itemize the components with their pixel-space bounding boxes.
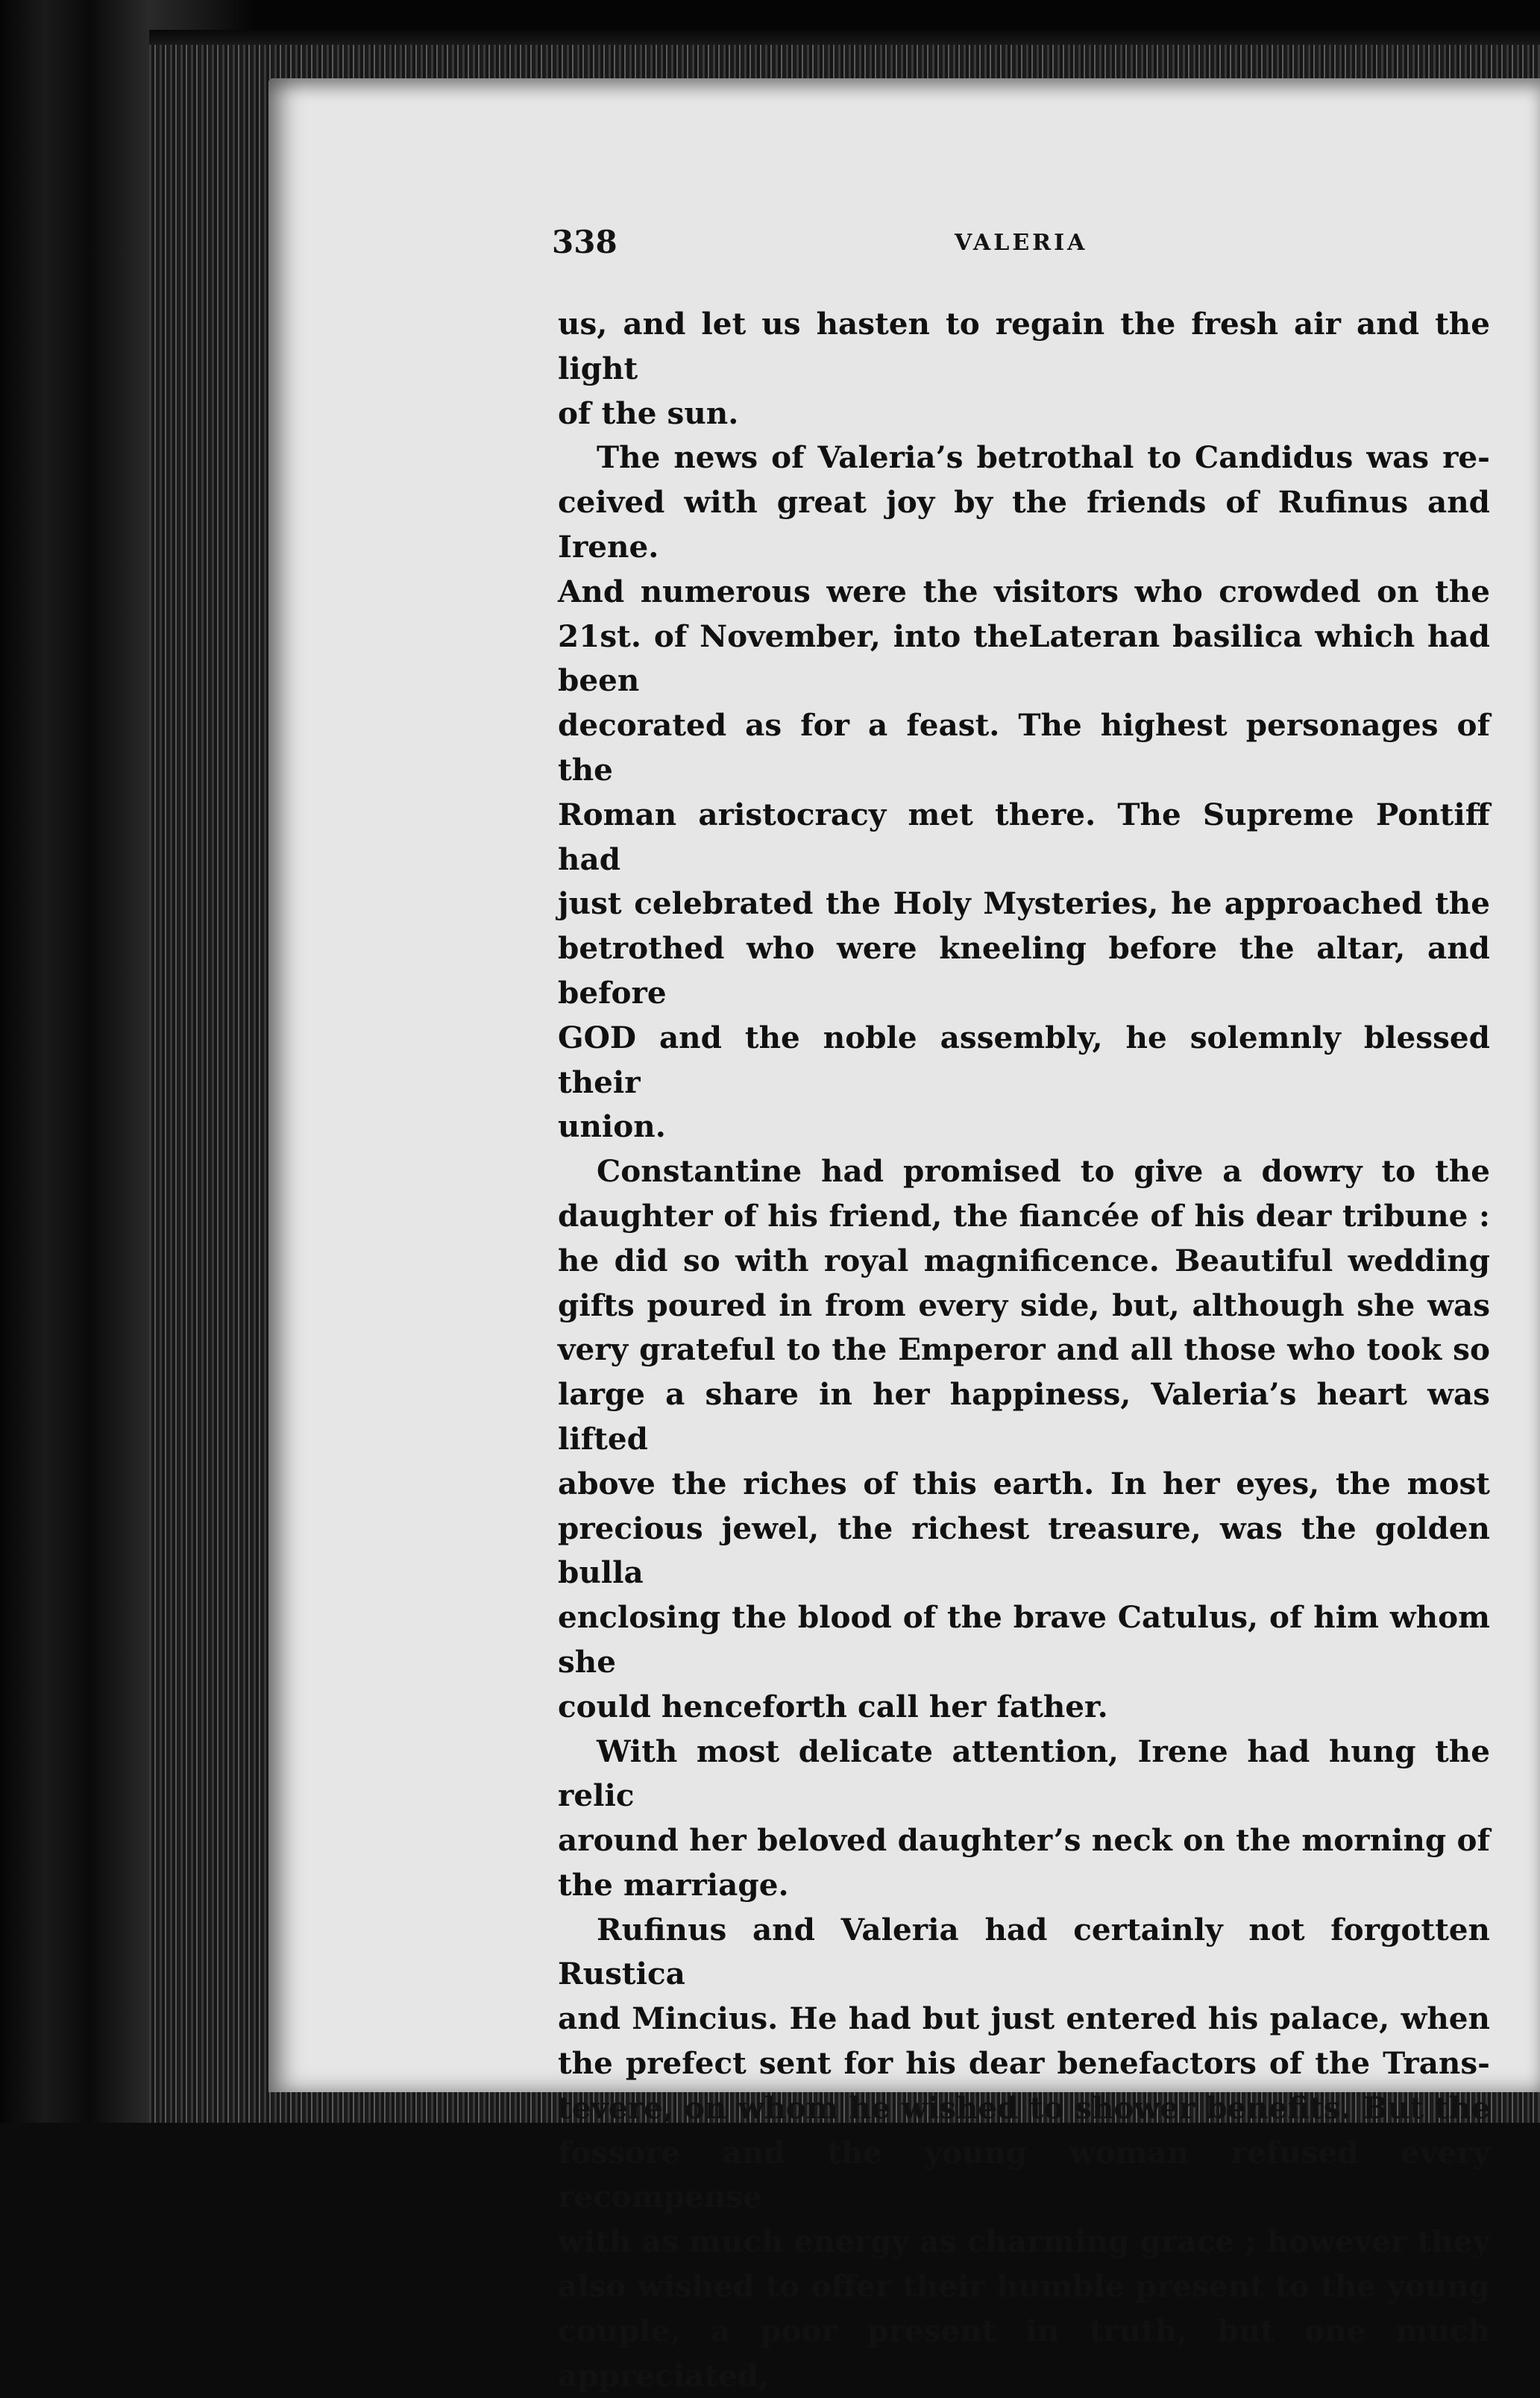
text-line: Roman aristocracy met there. The Supreme Pontiff had — [558, 796, 1490, 877]
text-line: union. — [558, 1108, 666, 1145]
text-line: also wished to offer their humble present to the young — [558, 2268, 1490, 2305]
text-line: around her beloved daughter’s neck on the morning of — [558, 1822, 1490, 1859]
text-line: GOD and the noble assembly, he solemnly blessed their — [558, 1019, 1490, 1100]
text-line: large a share in her happiness, Valeria’s heart was lifted — [558, 1376, 1490, 1457]
text-line: the prefect sent for his dear benefactors of the Trans- — [558, 2045, 1490, 2082]
text-line: Rufinus and Valeria had certainly not forgotten Rustica — [558, 1911, 1490, 1992]
text-line: Constantine had promised to give a dowry to the — [597, 1153, 1490, 1190]
page-number: 338 — [552, 224, 617, 260]
text-line: The news of Valeria’s betrothal to Candidus was re- — [597, 439, 1490, 476]
text-line: ceived with great joy by the friends of Rufinus and Irene. — [558, 484, 1490, 565]
text-line: betrothed who were kneeling before the altar, and before — [558, 930, 1490, 1011]
text-line: And numerous were the visitors who crowded on the — [558, 573, 1490, 609]
text-line: us, and let us hasten to regain the fresh air and the light — [558, 306, 1490, 386]
text-line: with as much energy as charming grace ; however they — [558, 2223, 1490, 2260]
text-line: couple, a poor present in truth, but one much appreciated, — [558, 2312, 1490, 2394]
text-line: could henceforth call her father. — [558, 1688, 1108, 1724]
text-line: of the sun. — [558, 395, 739, 431]
text-line: 21st. of November, into theLateran basilica which had been — [558, 618, 1490, 699]
text-line: above the riches of this earth. In her eyes, the most — [558, 1465, 1490, 1501]
text-line: the marriage. — [558, 1866, 789, 1903]
text-line: he did so with royal magnificence. Beautiful wedding — [558, 1242, 1490, 1278]
text-line: tevere, on whom he wished to shower benefits. But the — [558, 2089, 1490, 2126]
text-line: very grateful to the Emperor and all those who took so — [558, 1331, 1490, 1368]
text-line: just celebrated the Holy Mysteries, he approached the — [558, 885, 1490, 922]
text-line: fossore and the young woman refused every recompense — [558, 2134, 1490, 2215]
text-line: precious jewel, the richest treasure, was the golden bulla — [558, 1510, 1490, 1591]
running-head: VALERIA — [955, 230, 1088, 256]
text-line: enclosing the blood of the brave Catulus, of him whom she — [558, 1599, 1490, 1680]
text-line: and Mincius. He had but just entered his palace, when — [558, 2000, 1490, 2037]
page-header — [552, 224, 1492, 269]
text-line: gifts poured in from every side, but, although she was — [558, 1287, 1490, 1323]
text-line: daughter of his friend, the fiancée of his dear tribune : — [558, 1197, 1490, 1234]
text-line: With most delicate attention, Irene had hung the relic — [558, 1733, 1490, 1814]
text-line: decorated as for a feast. The highest personages of the — [558, 707, 1490, 788]
body-text — [558, 302, 1490, 2398]
